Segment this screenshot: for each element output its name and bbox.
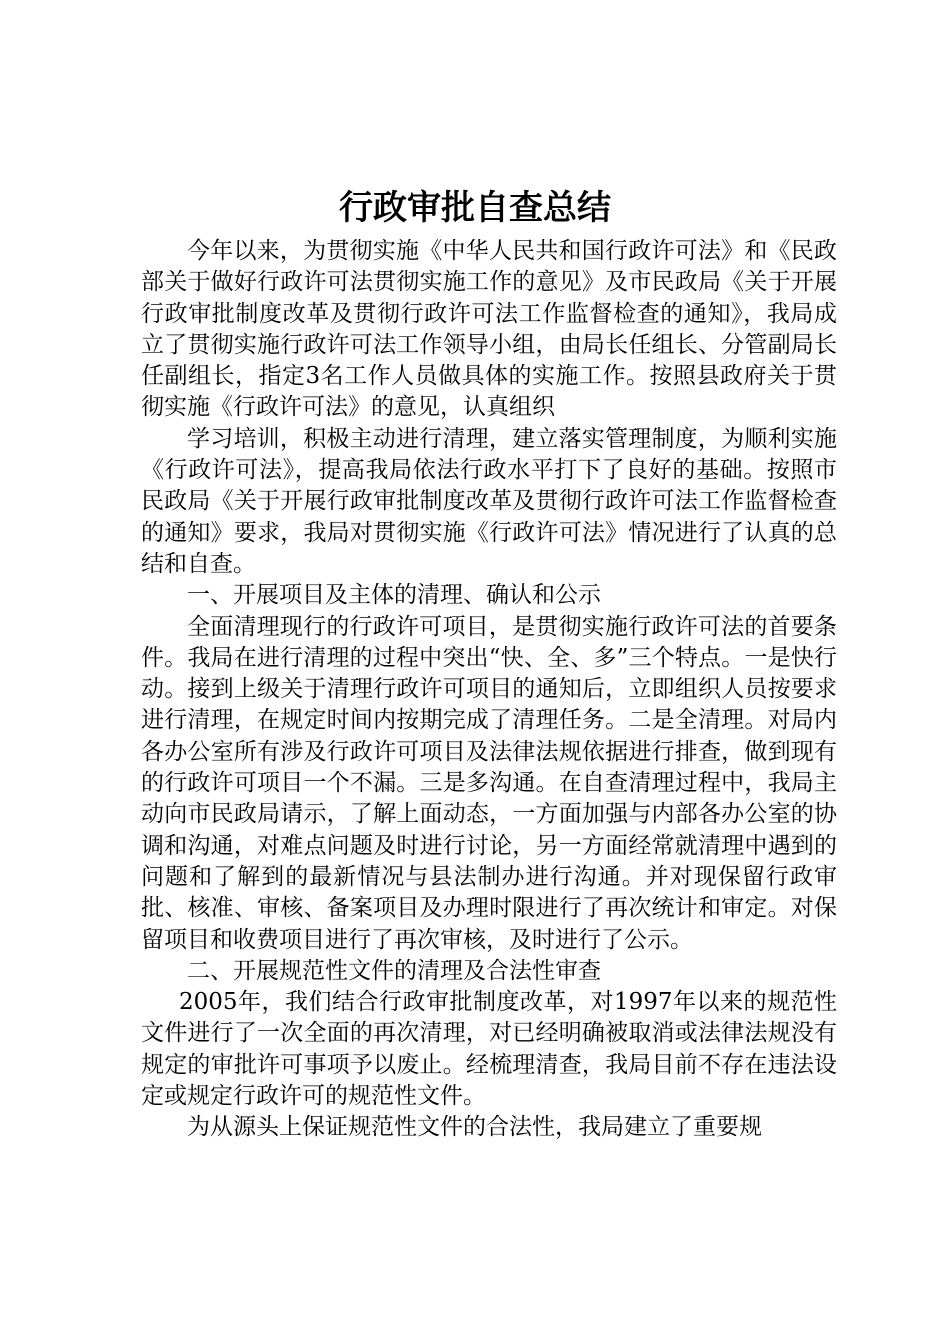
document-title: 行政审批自查总结 [339,188,611,228]
paragraph-source-control: 为从源头上保证规范性文件的合法性，我局建立了重要规 [187,1114,762,1141]
section-heading-1: 一、开展项目及主体的清理、确认和公示 [187,582,601,609]
section-heading-2: 二、开展规范性文件的清理及合法性审查 [187,957,601,984]
paragraph-2005-review: 2005年，我们结合行政审批制度改革，对1997年以来的规范性文件进行了一次全面的再次清理，对已经明确被取消或法律法规没有规定的审批许可事项予以废止。经梳理清查，我局目前不存在违法设定或规定行政许可的规范性文件。 [141,989,837,1110]
paragraph-intro: 今年以来，为贯彻实施《中华人民共和国行政许可法》和《民政部关于做好行政许可法贯彻实施工作的意见》及市民政局《关于开展行政审批制度改革及贯彻行政许可法工作监督检查的通知》，我局成立了贯彻实施行政许可法工作领导小组，由局长任组长、分管副局长任副组长，指定3名工作人员做具体的实施工作。按照县政府关于贯彻实施《行政许可法》的意见，认真组织 [141,238,837,421]
document-body [141,236,837,1144]
paragraph-study-training: 学习培训，积极主动进行清理，建立落实管理制度，为顺利实施《行政许可法》，提高我局依法行政水平打下了良好的基础。按照市民政局《关于开展行政审批制度改革及贯彻行政许可法工作监督检查的通知》要求，我局对贯彻实施《行政许可法》情况进行了认真的总结和自查。 [141,425,837,577]
paragraph-project-cleanup: 全面清理现行的行政许可项目，是贯彻实施行政许可法的首要条件。我局在进行清理的过程中突出“快、全、多”三个特点。一是快行动。接到上级关于清理行政许可项目的通知后，立即组织人员按要求进行清理，在规定时间内按期完成了清理任务。二是全清理。对局内各办公室所有涉及行政许可项目及法律法规依据进行排查，做到现有的行政许可项目一个不漏。三是多沟通。在自查清理过程中，我局主动向市民政局请示，了解上面动态，一方面加强与内部各办公室的协调和沟通，对难点问题及时进行讨论，另一方面经常就清理中遇到的问题和了解到的最新情况与县法制办进行沟通。并对现保留行政审批、核准、审核、备案项目及办理时限进行了再次统计和审定。对保留项目和收费项目进行了再次审核，及时进行了公示。 [141,613,837,953]
